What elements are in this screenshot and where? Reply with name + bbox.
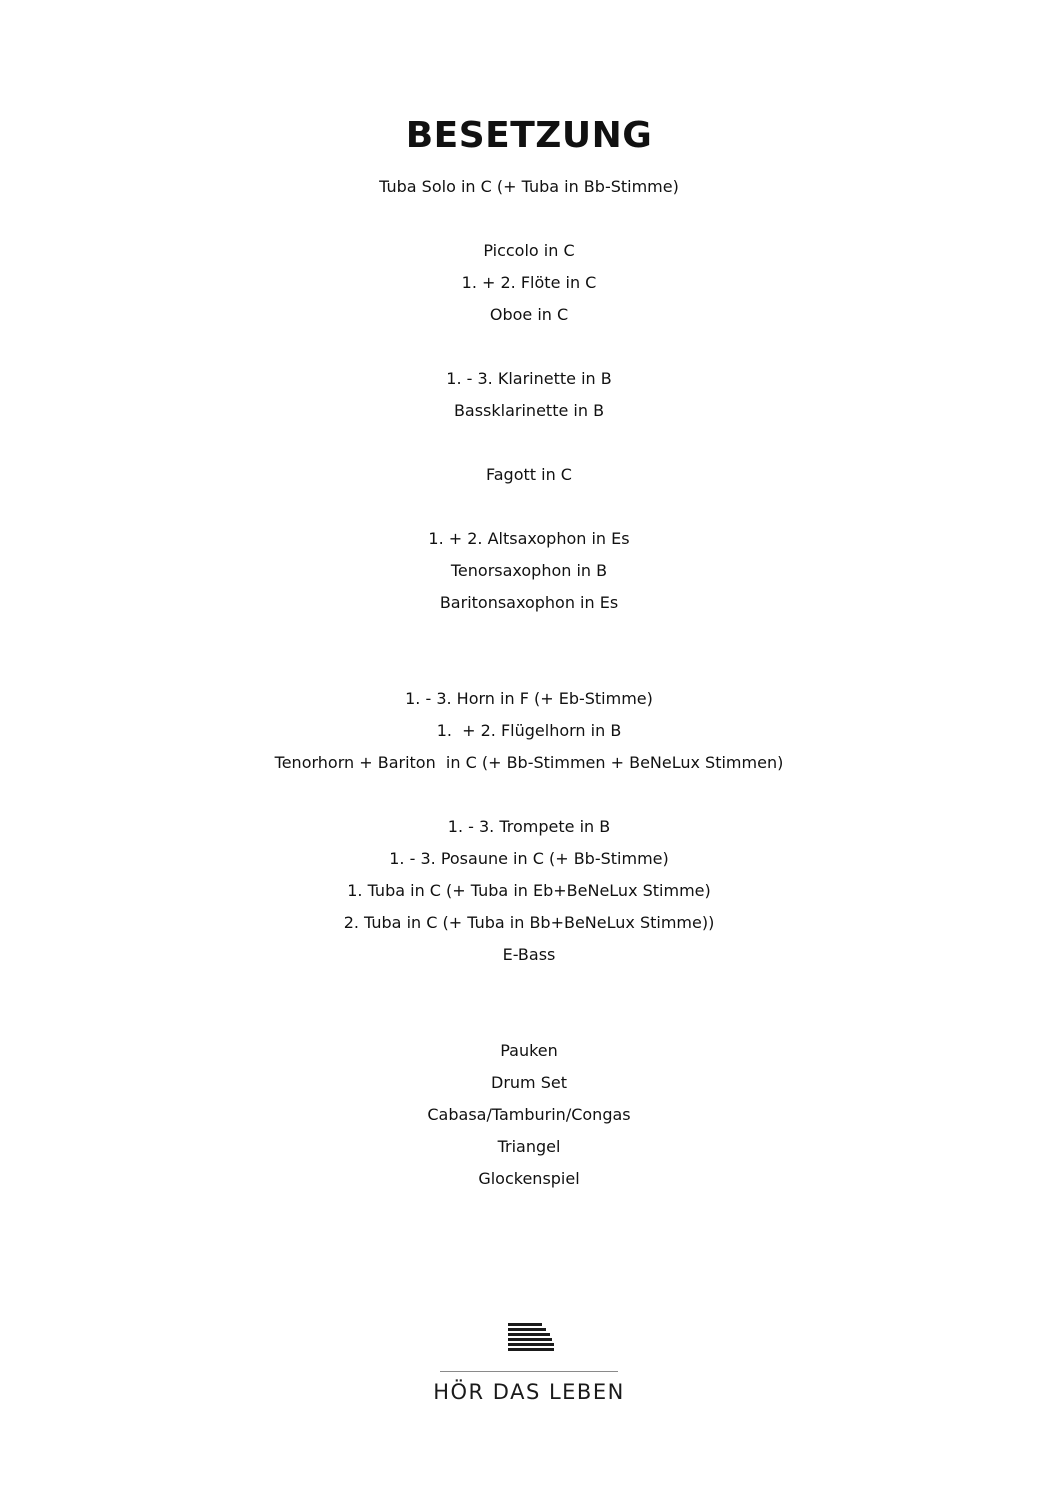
instrument-klarinette: 1. - 3. Klarinette in B: [446, 369, 612, 388]
instrument-fluegelhorn: 1. + 2. Flügelhorn in B: [436, 721, 622, 740]
logo-divider: [440, 1371, 618, 1372]
instrument-trompete: 1. - 3. Trompete in B: [447, 817, 611, 836]
instrument-baritonsaxophon: Baritonsaxophon in Es: [439, 593, 619, 612]
instrument-tenorhorn-bariton: Tenorhorn + Bariton in C (+ Bb-Stimmen + BeNeLux Stimmen): [274, 753, 784, 772]
instrument-cabasa-tamburin-congas: Cabasa/Tamburin/Congas: [427, 1105, 631, 1124]
brand-name: HÖR DAS LEBEN: [433, 1380, 625, 1404]
instrument-e-bass: E-Bass: [502, 945, 556, 964]
stacked-lines-logo-icon: [508, 1323, 554, 1351]
instrument-drum-set: Drum Set: [491, 1073, 567, 1092]
instrument-fagott: Fagott in C: [486, 465, 572, 484]
instrument-triangel: Triangel: [497, 1137, 561, 1156]
instrument-altsaxophon: 1. + 2. Altsaxophon in Es: [428, 529, 630, 548]
instrument-piccolo: Piccolo in C: [483, 241, 575, 260]
instrument-pauken: Pauken: [500, 1041, 558, 1060]
instrument-floete: 1. + 2. Flöte in C: [461, 273, 597, 292]
instrument-tuba-2: 2. Tuba in C (+ Tuba in Bb+BeNeLux Stimme)): [343, 913, 715, 932]
instrument-solo: Tuba Solo in C (+ Tuba in Bb-Stimme): [379, 177, 679, 196]
instrument-tenorsaxophon: Tenorsaxophon in B: [450, 561, 608, 580]
instrument-tuba-1: 1. Tuba in C (+ Tuba in Eb+BeNeLux Stimme): [347, 881, 711, 900]
instrument-posaune: 1. - 3. Posaune in C (+ Bb-Stimme): [389, 849, 669, 868]
instrument-glockenspiel: Glockenspiel: [478, 1169, 580, 1188]
page-title: BESETZUNG: [405, 115, 653, 156]
instrument-oboe: Oboe in C: [489, 305, 569, 324]
instrument-horn: 1. - 3. Horn in F (+ Eb-Stimme): [405, 689, 653, 708]
instrument-bassklarinette: Bassklarinette in B: [453, 401, 605, 420]
